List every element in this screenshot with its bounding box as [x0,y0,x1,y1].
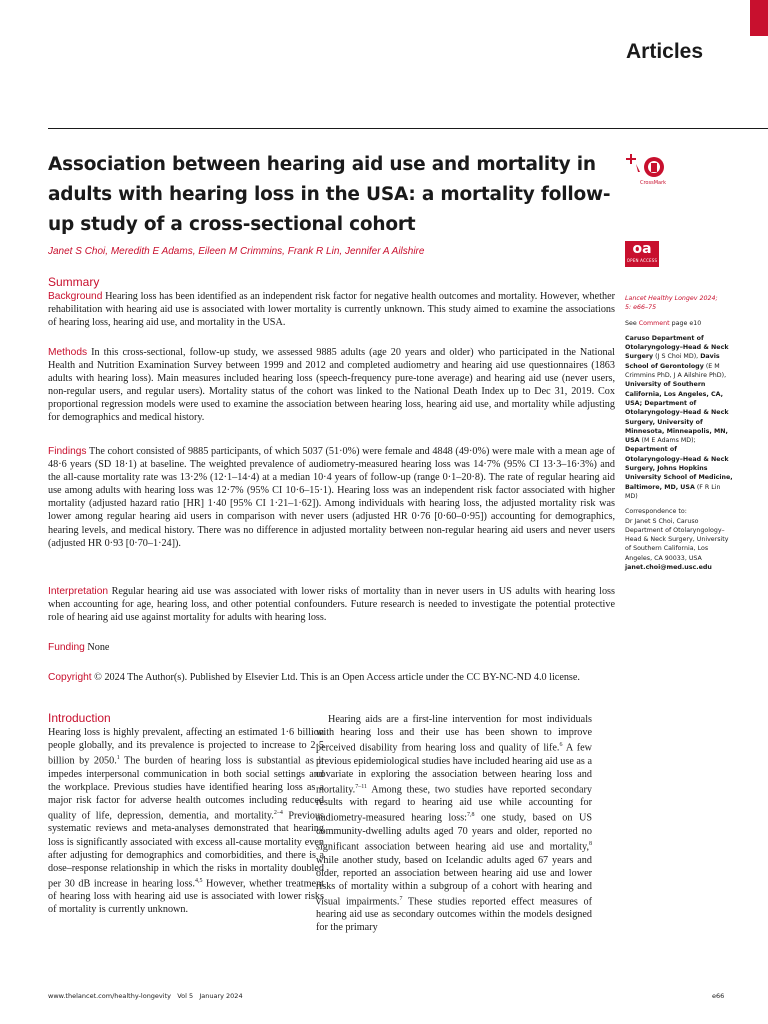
funding-label: Funding [48,642,85,653]
open-access-badge [625,241,659,267]
funding-text: None [84,642,110,653]
journal-citation [625,294,735,313]
footer-citation [48,992,243,1000]
interpretation-text: Regular hearing aid use was associated with lower risks of mortality than in never users in US adults with hearing loss when accounting for age, hearing loss, and other potential confounders. Future research is needed to investigate the potential protective role of hearing aid use against mortality for adults with hearing loss. [48,586,615,624]
affiliation-4-names: (F R Lin MD) [625,483,721,500]
intro-text: while another study, based on Icelandic adults aged 67 years and older, reported an association between hearing aid use and lower risks of mortality within a subgroup of a cohort with hearing and visual impairments. [316,854,592,908]
page-number: e66 [712,992,725,1000]
introduction-right-column [316,713,592,934]
summary-background [48,290,615,329]
summary-interpretation [48,585,615,624]
intro-text: These studies reported effect measures of hearing aid use as secondary outcomes within the models designed for the primary [316,896,592,934]
affiliation-3-names: (M E Adams MD); [639,437,696,445]
copyright-label: Copyright [48,672,92,683]
introduction-heading: Introduction [48,711,111,725]
intro-text: Previous systematic reviews and meta-analyses demonstrated that hearing loss is significantly associated with excess all-cause mortality even after adjusting for demographics and comorbidities, and there is a dose–response relationship in which the risks in mortality doubled per 30 dB increase in hearing loss. [48,810,324,890]
journal-citation-line2: 5: e66–75 [625,304,657,312]
summary-heading: Summary [48,275,100,289]
journal-citation-line1: Lancet Healthy Longev 2024; [625,295,718,302]
introduction-left-column [48,726,324,916]
citation-ref[interactable]: 6 [559,742,563,749]
citation-ref[interactable]: 4,5 [194,877,203,884]
methods-label: Methods [48,347,88,358]
open-access-label: oa [632,241,652,257]
interpretation-label: Interpretation [48,586,109,597]
citation-ref[interactable]: 7,8 [467,812,475,819]
crossmark-label: CrossMark [640,180,667,186]
findings-text: The cohort consisted of 9885 participants, of which 5037 (51·0%) were female and 4848 (49·0%) were male with a mean age of 48·6 years (SD 18·1) at baseline. The weighted prevalence of audiometry-measured hearing loss was 14·7% (95% CI 13·3–16·3%) and the all-cause mortality rate was 13·2% (12·1–14·4) at a median 10·4 years of follow-up (range 0·1–20·8). The rate of regular hearing aid use among adults with hearing loss was 12·7% (95% CI 10·6–15·1). Hearing loss was an independent risk factor associated with higher mortality (adjusted hazard ratio [HR] 1·40 [95% CI 1·21–1·62]). Among individuals with hearing loss, the adjusted mortality risk was lower among regular hearing aid users in comparison with never users (adjusted HR 0·76 [0·60–0·95]) accounting for demographics, hearing levels, and medical history. There was no difference in adjusted mortality between non-regular hearing aid users and never users (adjusted HR 0·93 [0·70–1·24]). [48,446,615,549]
affiliation-1: Caruso Department of Otolaryngology–Head & Neck Surgery [625,334,729,361]
open-access-sublabel: OPEN ACCESS [626,258,658,263]
see-prefix: See [625,319,639,327]
correspondence-email[interactable]: janet.choi@med.usc.edu [625,564,712,572]
author-list[interactable]: Janet S Choi, Meredith E Adams, Eileen M Crimmins, Frank R Lin, Jennifer A Ailshire [48,246,425,257]
methods-text: In this cross-sectional, follow-up study, we assessed 9885 adults (age 20 years and older) who participated in the National Health and Nutrition Examination Survey between 1999 and 2012 and completed audiometry and hearing aid use questionnaires (1863 adults with hearing loss). Main measures included hearing loss (speech-frequency pure-tone average) and hearing aid use (never users, non-regular users, and regular users). Mortality status of the cohort was linked to the National Death Index up to Dec 31, 2019. Cox proportional regression models were used to examine the association between hearing loss, hearing aid use, and mortality while adjusting for demographics and medical history. [48,347,615,424]
intro-text: Among these, two studies have reported secondary results with regard to hearing aid use while accounting for audiometry-measured hearing loss: [316,784,592,824]
correspondence-label: Correspondence to: [625,508,687,516]
crossmark-badge[interactable] [622,150,672,190]
header-accent-bar [750,0,768,36]
affiliation-2-names: (E M Crimmins PhD, J A Ailshire PhD), [625,362,727,380]
intro-text: The burden of hearing loss is substantial as it impedes interpersonal communication in both social settings and the workplace. Previous studies have identified hearing loss as a major risk factor for adverse health outcomes including reduced quality of life, depression, dementia, and mortality. [48,755,324,822]
affiliations [625,334,735,501]
summary-copyright [48,671,615,684]
citation-ref[interactable]: 8 [589,841,592,848]
affiliation-4: Department of Otolaryngology–Head & Neck Surgery, Johns Hopkins University School of Medicine, Baltimore, MD, USA [625,446,733,491]
section-label: Articles [626,40,704,63]
affiliation-3: University of Southern California, Los Angeles, CA, USA; Department of Otolaryngology–Head & Neck Surgery, University of Minnesota, Minneapolis, MN, USA [625,381,729,445]
citation-ref[interactable]: 7 [399,895,403,902]
article-sidebar [625,294,735,572]
summary-findings [48,445,615,550]
citation-ref[interactable]: 2–4 [273,809,283,816]
copyright-text: © 2024 The Author(s). Published by Elsevier Ltd. This is an Open Access article under the CC BY-NC-ND 4.0 license. [91,672,580,683]
see-suffix: page e10 [669,319,702,327]
intro-text: one study, based on US community-dwelling adults aged 70 years and older, reported no significant association between hearing aid use and mortality, [316,812,592,853]
summary-methods [48,346,615,425]
affiliation-1-names: (J S Choi MD), [653,353,701,361]
background-label: Background [48,291,103,302]
header-divider [48,128,768,129]
footer-date: January 2024 [199,992,243,1000]
background-text: Hearing loss has been identified as an independent risk factor for negative health outcomes and mortality. However, whether rehabilitation with hearing aid use is associated with lower mortality is currently unknown. This study aimed to examine the associations of hearing loss, hearing aid use, and mortality in the USA. [48,291,615,329]
correspondence-address: Dr Janet S Choi, Caruso Department of Otolaryngology–Head & Neck Surgery, University of Southern California, Los Angeles, CA 90033, USA [625,517,729,562]
citation-ref[interactable]: 7–11 [355,783,368,790]
comment-link[interactable]: Comment [638,319,670,327]
intro-text: However, whether treatment of hearing loss with hearing aid use is associated with lower risks of mortality is currently unknown. [48,878,324,916]
findings-label: Findings [48,446,87,457]
intro-text: Hearing loss is highly prevalent, affecting an estimated 1·6 billion people globally, and its prevalence is projected to increase to 2·5 billion by 2050. [48,727,324,767]
see-comment [625,319,735,328]
intro-text: Hearing aids are a first-line intervention for most individuals with hearing loss and their use has been shown to improve perceived disability from hearing loss and quality of life. [316,714,592,754]
intro-text: A few previous epidemiological studies have included hearing aid use as a covariate in exploring the association between hearing loss and mortality. [316,742,592,796]
footer-volume: Vol 5 [177,992,194,1000]
citation-ref[interactable]: 1 [116,755,120,762]
affiliation-2: Davis School of Gerontology [625,353,720,370]
footer-url[interactable]: www.thelancet.com/healthy-longevity [48,992,171,1000]
article-title: Association between hearing aid use and mortality in adults with hearing loss in the USA: a mortality follow-up study of a cross-sectional cohort [48,154,611,235]
summary-funding [48,641,615,654]
correspondence [625,507,735,572]
